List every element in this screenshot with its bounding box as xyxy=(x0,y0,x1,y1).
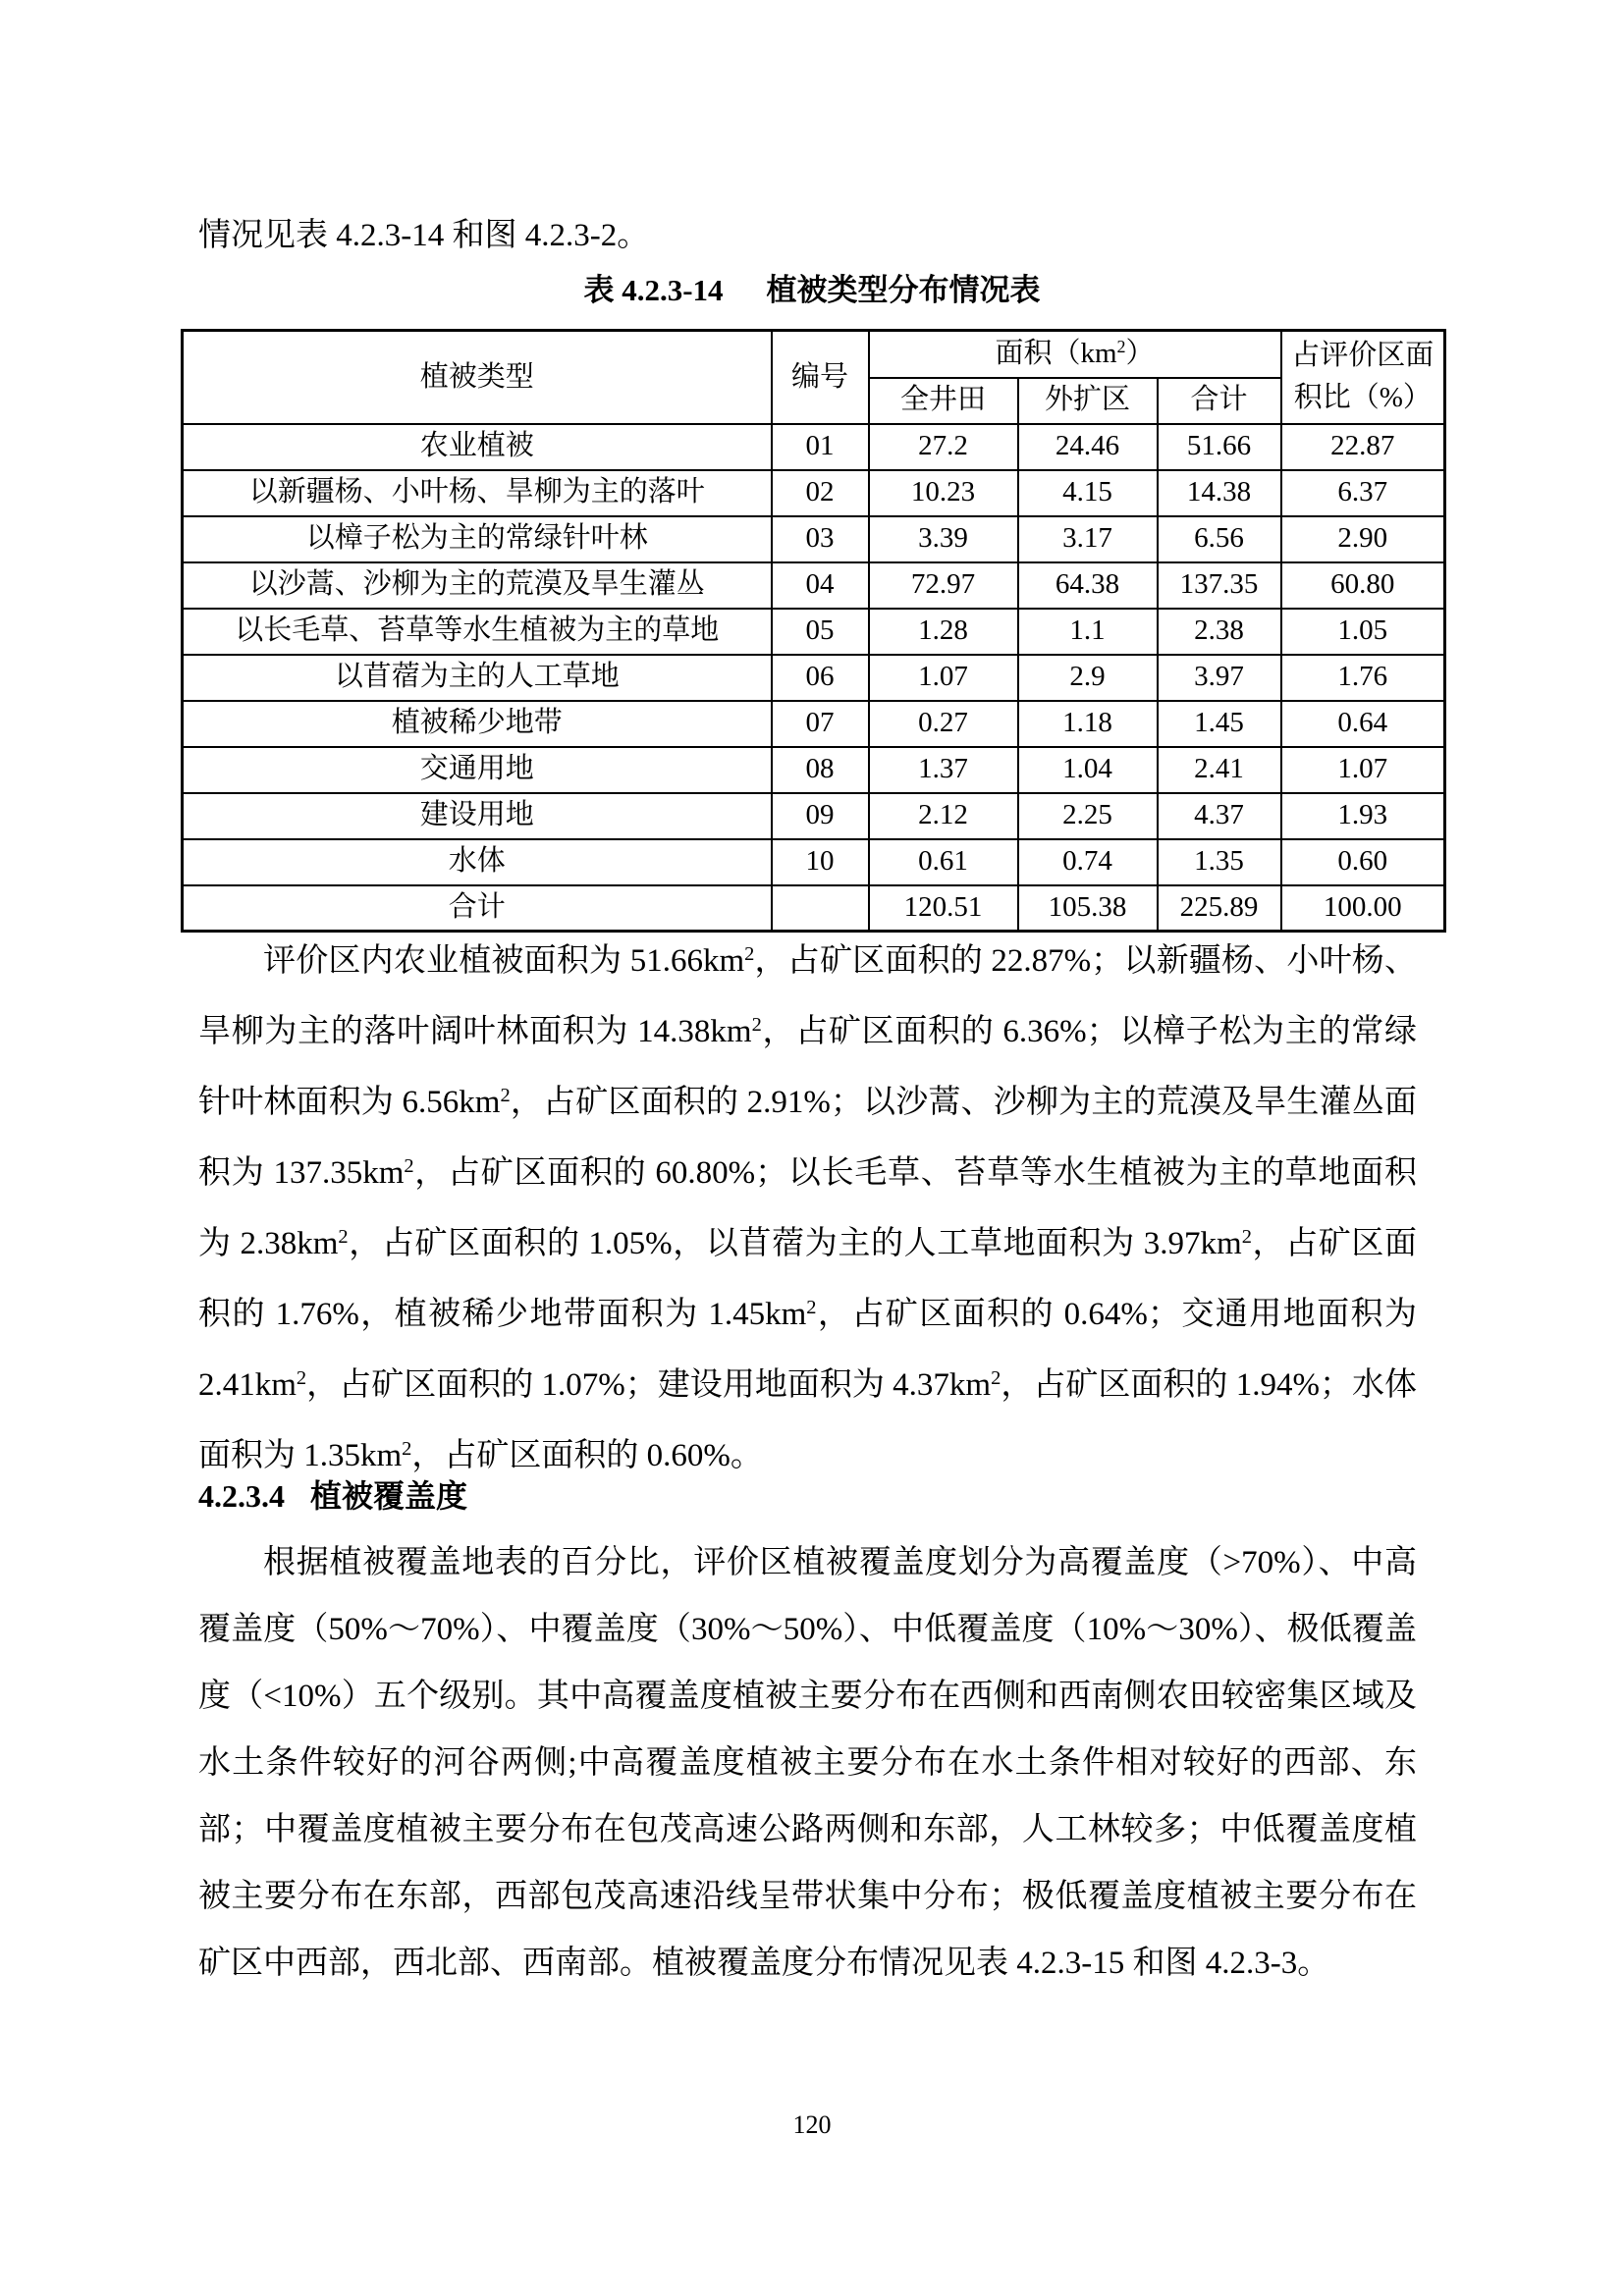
ratio-cell: 22.87 xyxy=(1281,424,1445,470)
veg-type-cell: 以沙蒿、沙柳为主的荒漠及旱生灌丛 xyxy=(183,562,772,609)
area-extended-cell: 1.18 xyxy=(1018,701,1158,747)
veg-type-cell: 以长毛草、苔草等水生植被为主的草地 xyxy=(183,609,772,655)
superscript: 2 xyxy=(500,1084,511,1106)
veg-type-cell: 以苜蓿为主的人工草地 xyxy=(183,655,772,701)
area-total-cell: 1.35 xyxy=(1158,839,1281,885)
header-veg-type: 植被类型 xyxy=(183,331,772,424)
ratio-cell: 1.93 xyxy=(1281,793,1445,839)
veg-type-cell: 建设用地 xyxy=(183,793,772,839)
code-cell: 02 xyxy=(772,470,869,516)
area-full-cell: 0.61 xyxy=(869,839,1018,885)
area-full-cell: 1.37 xyxy=(869,747,1018,793)
area-total-cell: 4.37 xyxy=(1158,793,1281,839)
veg-type-cell: 农业植被 xyxy=(183,424,772,470)
superscript: 2 xyxy=(806,1296,817,1318)
table-row xyxy=(183,793,1445,839)
superscript: 2 xyxy=(402,1437,412,1460)
vegetation-type-table xyxy=(181,329,1446,933)
code-cell: 04 xyxy=(772,562,869,609)
area-extended-cell: 105.38 xyxy=(1018,885,1158,932)
ratio-cell: 60.80 xyxy=(1281,562,1445,609)
veg-type-cell: 合计 xyxy=(183,885,772,932)
page-number: 120 xyxy=(792,2110,832,2139)
area-full-cell: 120.51 xyxy=(869,885,1018,932)
code-cell: 07 xyxy=(772,701,869,747)
ratio-cell: 6.37 xyxy=(1281,470,1445,516)
table-row xyxy=(183,470,1445,516)
area-total-cell: 2.41 xyxy=(1158,747,1281,793)
superscript: 2 xyxy=(1241,1225,1252,1248)
table-row xyxy=(183,562,1445,609)
area-extended-cell: 2.25 xyxy=(1018,793,1158,839)
area-extended-cell: 0.74 xyxy=(1018,839,1158,885)
area-total-cell: 137.35 xyxy=(1158,562,1281,609)
ratio-cell: 0.64 xyxy=(1281,701,1445,747)
area-full-cell: 2.12 xyxy=(869,793,1018,839)
header-ratio: 占评价区面积比（%） xyxy=(1281,331,1445,424)
table-row xyxy=(183,747,1445,793)
header-area-group: 面积$(km^2)$ xyxy=(869,331,1281,378)
table-row xyxy=(183,655,1445,701)
table-title xyxy=(0,271,1624,310)
veg-type-cell: 以樟子松为主的常绿针叶林 xyxy=(183,516,772,562)
area-total-cell: 3.97 xyxy=(1158,655,1281,701)
section-title: 植被覆盖度 xyxy=(310,1478,468,1514)
veg-type-cell: 水体 xyxy=(183,839,772,885)
area-full-cell: 0.27 xyxy=(869,701,1018,747)
ratio-cell: 1.05 xyxy=(1281,609,1445,655)
paragraph-coverage: 根据植被覆盖地表的百分比，评价区植被覆盖度划分为高覆盖度（>70%）、中高覆盖度（50%～70%）、中覆盖度（30%～50%）、中低覆盖度（10%～30%）、极低覆盖度（<10%）五个级别。其中高覆盖度植被主要分布在西侧和西南侧农田较密集区域及水土条件较好的河谷两侧;中高覆盖度植被主要分布在水土条件相对较好的西部、东部；中覆盖度植被主要分布在包茂高速公路两侧和东部，人工林较多；中低覆盖度植被主要分布在东部，西部包茂高速沿线呈带状集中分布；极低覆盖度植被主要分布在矿区中西部，西北部、西南部。植被覆盖度分布情况见表 4.2.3-15 和图 4.2.3-3。 xyxy=(198,1545,1417,1981)
area-extended-cell: 1.04 xyxy=(1018,747,1158,793)
table-row xyxy=(183,516,1445,562)
code-cell: 09 xyxy=(772,793,869,839)
area-total-cell: 2.38 xyxy=(1158,609,1281,655)
table-row xyxy=(183,609,1445,655)
area-unit-superscript: 2 xyxy=(1116,337,1126,357)
veg-type-cell: 植被稀少地带 xyxy=(183,701,772,747)
table-row xyxy=(183,885,1445,932)
header-area-total: 合计 xyxy=(1158,378,1281,424)
superscript: 2 xyxy=(296,1366,307,1389)
area-extended-cell: 24.46 xyxy=(1018,424,1158,470)
area-total-cell: 6.56 xyxy=(1158,516,1281,562)
code-cell: 03 xyxy=(772,516,869,562)
area-full-cell: 1.28 xyxy=(869,609,1018,655)
ratio-cell: 1.07 xyxy=(1281,747,1445,793)
superscript: 2 xyxy=(338,1225,349,1248)
area-full-cell: 27.2 xyxy=(869,424,1018,470)
table-row xyxy=(183,839,1445,885)
code-cell: 05 xyxy=(772,609,869,655)
area-total-cell: 225.89 xyxy=(1158,885,1281,932)
table-title-label: 表 4.2.3-14 xyxy=(583,273,724,307)
area-full-cell: 3.39 xyxy=(869,516,1018,562)
section-number: 4.2.3.4 xyxy=(198,1478,285,1514)
area-extended-cell: 1.1 xyxy=(1018,609,1158,655)
area-extended-cell: 64.38 xyxy=(1018,562,1158,609)
section-heading xyxy=(198,1474,467,1518)
intro-line: 情况见表 4.2.3-14 和图 4.2.3-2。 xyxy=(198,218,650,253)
area-extended-cell: 4.15 xyxy=(1018,470,1158,516)
ratio-cell: 2.90 xyxy=(1281,516,1445,562)
table-header xyxy=(183,331,1445,424)
area-full-cell: 10.23 xyxy=(869,470,1018,516)
code-cell xyxy=(772,885,869,932)
superscript: 2 xyxy=(404,1154,414,1177)
veg-type-cell: 交通用地 xyxy=(183,747,772,793)
area-total-cell: 51.66 xyxy=(1158,424,1281,470)
table-body xyxy=(183,424,1445,932)
table-row xyxy=(183,701,1445,747)
area-full-cell: 1.07 xyxy=(869,655,1018,701)
code-cell: 10 xyxy=(772,839,869,885)
veg-type-cell: 以新疆杨、小叶杨、旱柳为主的落叶 xyxy=(183,470,772,516)
code-cell: 01 xyxy=(772,424,869,470)
area-total-cell: 14.38 xyxy=(1158,470,1281,516)
area-full-cell: 72.97 xyxy=(869,562,1018,609)
superscript: 2 xyxy=(991,1366,1001,1389)
header-row-1 xyxy=(183,331,1445,378)
ratio-cell: 1.76 xyxy=(1281,655,1445,701)
table-row xyxy=(183,424,1445,470)
area-extended-cell: 2.9 xyxy=(1018,655,1158,701)
ratio-cell: 100.00 xyxy=(1281,885,1445,932)
superscript: 2 xyxy=(751,1013,762,1036)
code-cell: 08 xyxy=(772,747,869,793)
ratio-cell: 0.60 xyxy=(1281,839,1445,885)
paragraph-vegetation-areas: 评价区内农业植被面积为 $51.66km^2$，占矿区面积的 22.87%；以新疆杨、小叶杨、旱柳为主的落叶阔叶林面积为 $14.38km^2$，占矿区面积的 6.36%；以樟子松为主的常绿针叶林面积为 $6.56km^2$，占矿区面积的 2.91%；以沙蒿、沙柳为主的荒漠及旱生灌丛面积为 $137.35km^2$，占矿区面积的 60.80%；以长毛草、苔草等水生植被为主的草地面积为 $2.38km^2$，占矿区面积的 1.05%，以苜蓿为主的人工草地面积为 $3.97km^2$，占矿区面积的 1.76%，植被稀少地带面积为 $1.45km^2$，占矿区面积的 0.64%；交通用地面积为 $2.41km^2$，占矿区面积的 1.07%；建设用地面积为 $4.37km^2$，占矿区面积的 1.94%；水体面积为 $1.35km^2$，占矿区面积的 0.60%。 xyxy=(198,942,1418,1473)
header-area-full: 全井田 xyxy=(869,378,1018,424)
header-area-extended: 外扩区 xyxy=(1018,378,1158,424)
header-code: 编号 xyxy=(772,331,869,424)
area-extended-cell: 3.17 xyxy=(1018,516,1158,562)
area-total-cell: 1.45 xyxy=(1158,701,1281,747)
superscript: 2 xyxy=(744,942,755,965)
code-cell: 06 xyxy=(772,655,869,701)
table-title-text: 植被类型分布情况表 xyxy=(766,273,1041,307)
